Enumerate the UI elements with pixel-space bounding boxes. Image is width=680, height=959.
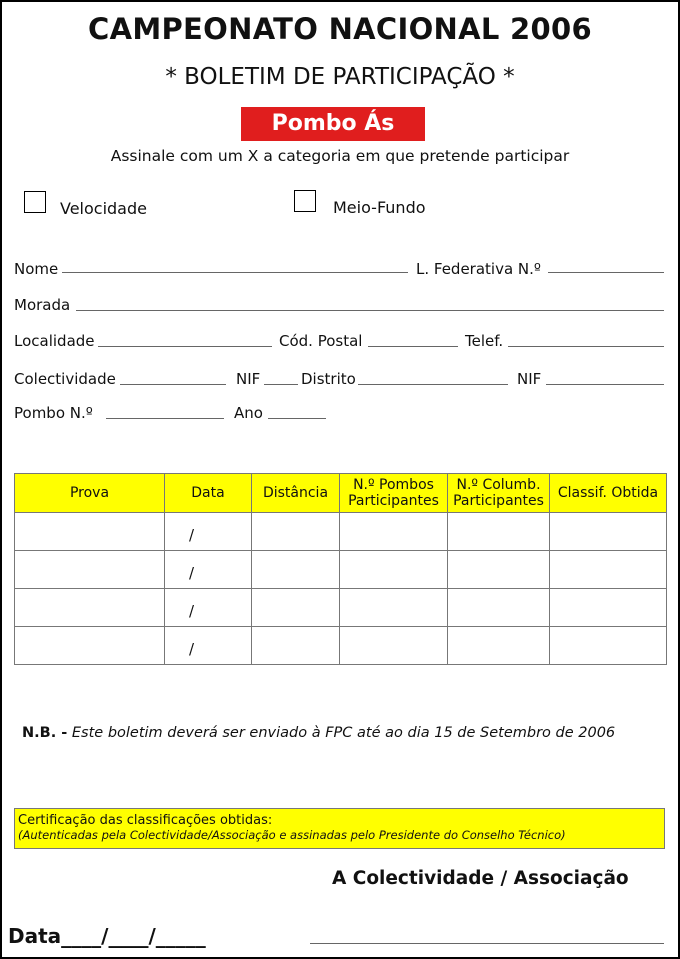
localidade-label: Localidade [14,332,95,350]
prova-cell[interactable] [15,589,165,627]
cod-postal-label: Cód. Postal [279,332,363,350]
colectividade-label: Colectividade [14,370,116,388]
pombos-cell[interactable] [340,551,448,589]
table-row [15,589,667,627]
nif1-field[interactable] [264,384,298,385]
date-separator: / [189,526,195,544]
nif2-field[interactable] [546,384,664,385]
telef-field[interactable] [508,346,664,347]
form-subtitle: * BOLETIM DE PARTICIPAÇÃO * [165,64,515,90]
federativa-label: L. Federativa N.º [416,260,541,278]
pombos-cell[interactable] [340,513,448,551]
date-field[interactable]: Data____/____/_____ [8,924,206,948]
table-row [15,551,667,589]
note-label: N.B. - [22,725,68,741]
instruction-text: Assinale com um X a categoria em que pretende participar [110,147,570,165]
velocidade-checkbox[interactable] [24,191,46,213]
certification-subtitle: (Autenticadas pela Colectividade/Associação e assinadas pelo Presidente do Conselho Técnico) [18,828,566,842]
prova-cell[interactable] [15,551,165,589]
certification-box [14,808,665,849]
federativa-field[interactable] [548,272,664,273]
classif-cell[interactable] [550,627,667,665]
pombos-cell[interactable] [340,627,448,665]
table-row [15,513,667,551]
col-distancia-header: Distância [252,474,340,513]
distrito-field[interactable] [358,384,508,385]
distancia-cell[interactable] [252,589,340,627]
col-pombos-header: N.º Pombos Participantes [340,474,448,513]
nome-field[interactable] [62,272,408,273]
col-data-header: Data [165,474,252,513]
colectividade-field[interactable] [120,384,226,385]
distancia-cell[interactable] [252,551,340,589]
table-row [15,627,667,665]
pombo-field[interactable] [106,418,224,419]
classif-cell[interactable] [550,513,667,551]
prova-cell[interactable] [15,627,165,665]
pombos-cell[interactable] [340,589,448,627]
col-columb-header: N.º Columb. Participantes [448,474,550,513]
data-cell[interactable] [165,589,252,627]
prova-cell[interactable] [15,513,165,551]
certification-title: Certificação das classificações obtidas: [18,813,273,828]
association-signature-label: A Colectividade / Associação [332,868,629,889]
note-text: Este boletim deverá ser enviado à FPC até ao dia 15 de Setembro de 2006 [71,725,616,741]
date-separator: / [189,640,195,658]
cod-postal-field[interactable] [368,346,458,347]
velocidade-label: Velocidade [60,199,147,218]
distancia-cell[interactable] [252,513,340,551]
data-cell[interactable] [165,513,252,551]
columb-cell[interactable] [448,589,550,627]
ano-field[interactable] [268,418,326,419]
form-title: CAMPEONATO NACIONAL 2006 [88,12,592,46]
data-cell[interactable] [165,627,252,665]
date-separator: / [189,602,195,620]
results-table [14,473,667,665]
localidade-field[interactable] [98,346,272,347]
columb-cell[interactable] [448,627,550,665]
col-classif-header: Classif. Obtida [550,474,667,513]
deadline-note [22,725,615,741]
data-cell[interactable] [165,551,252,589]
telef-label: Telef. [465,332,504,350]
nif2-label: NIF [517,370,542,388]
morada-label: Morada [14,296,71,314]
ano-label: Ano [234,404,263,422]
category-banner: Pombo Ás [241,107,425,141]
nif1-label: NIF [236,370,261,388]
nome-label: Nome [14,260,59,278]
columb-cell[interactable] [448,551,550,589]
meio-fundo-label: Meio-Fundo [333,198,426,217]
distancia-cell[interactable] [252,627,340,665]
meio-fundo-checkbox[interactable] [294,190,316,212]
table-header-row [15,474,667,513]
date-separator: / [189,564,195,582]
distrito-label: Distrito [301,370,356,388]
classif-cell[interactable] [550,551,667,589]
classif-cell[interactable] [550,589,667,627]
col-prova-header: Prova [15,474,165,513]
morada-field[interactable] [76,310,664,311]
pombo-label: Pombo N.º [14,404,93,422]
signature-line[interactable] [310,943,664,944]
columb-cell[interactable] [448,513,550,551]
